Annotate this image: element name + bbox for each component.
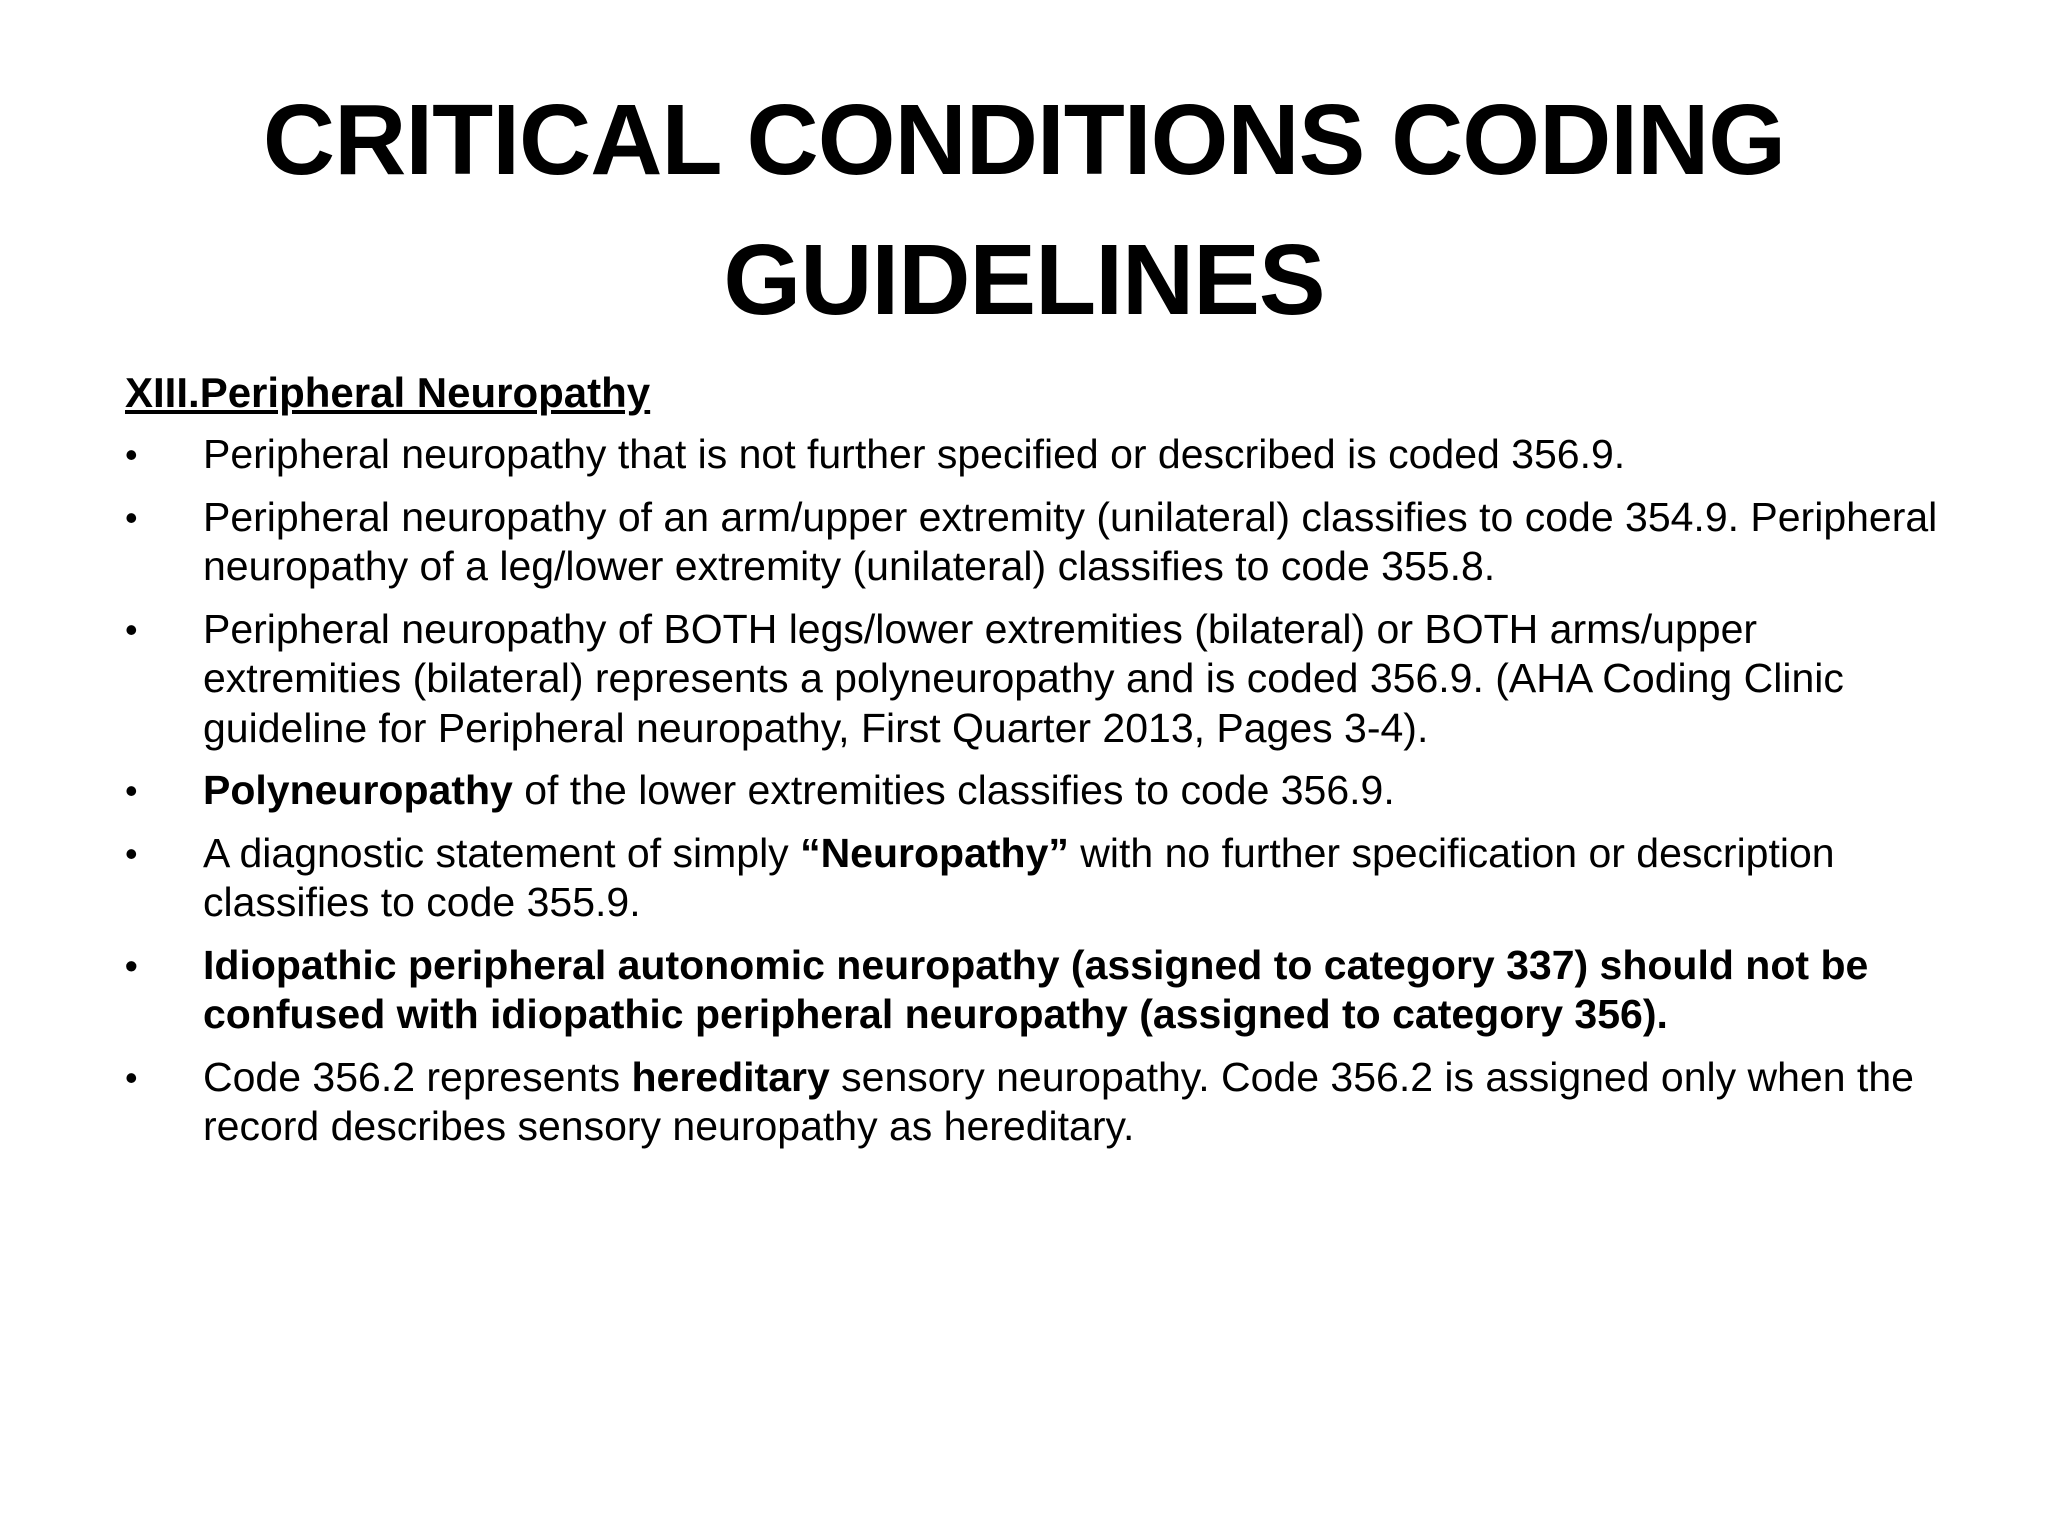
bullet-bold-term: hereditary xyxy=(631,1053,830,1100)
bullet-text: Idiopathic peripheral autonomic neuropathy (assigned to category 337) should not be confused with idiopathic peripheral neuropathy (assigned to category 356). xyxy=(203,941,1869,1037)
bullet-item xyxy=(125,941,1955,1040)
bullet-item xyxy=(125,829,1955,928)
bullet-text: of the lower extremities classifies to code 356.9. xyxy=(512,767,1395,813)
slide-title-line-1: CRITICAL CONDITIONS CODING xyxy=(262,84,1786,196)
bullet-bold-term: Polyneuropathy xyxy=(203,767,513,813)
section-heading: XIII.Peripheral Neuropathy xyxy=(125,369,651,416)
slide-title xyxy=(100,70,1948,350)
bullet-text: Peripheral neuropathy that is not further specified or described is coded 356.9. xyxy=(203,431,1626,477)
bullet-icon: • xyxy=(125,496,138,538)
bullet-item xyxy=(125,766,1955,816)
bullet-text-start: A diagnostic statement of simply xyxy=(203,829,801,876)
bullet-text: with no further specification or description classifies to code 355.9. xyxy=(203,829,1835,925)
bullet-text: sensory neuropathy. Code 356.2 is assigned only when the record describes sensory neuropathy as hereditary. xyxy=(203,1053,1914,1149)
bullet-item xyxy=(125,1053,1955,1152)
bullet-icon: • xyxy=(125,1056,138,1098)
bullet-icon: • xyxy=(125,608,138,650)
bullet-icon: • xyxy=(125,832,138,874)
bullet-icon: • xyxy=(125,770,138,811)
bullet-list xyxy=(125,430,1955,1165)
bullet-item xyxy=(125,430,1955,480)
bullet-bold-term: “Neuropathy” xyxy=(800,829,1069,876)
bullet-text: Peripheral neuropathy of BOTH legs/lower extremities (bilateral) or BOTH arms/upper extremities (bilateral) represents a polyneuropathy and is coded 356.9. (AHA Coding Clinic guideline for Peripheral neuropathy, First Quarter 2013, Pages 3-4). xyxy=(203,605,1844,751)
bullet-icon: • xyxy=(125,434,138,475)
bullet-item xyxy=(125,605,1955,754)
bullet-item xyxy=(125,493,1955,592)
slide-title-line-2: GUIDELINES xyxy=(723,224,1325,336)
bullet-icon: • xyxy=(125,944,138,986)
bullet-text-start: Code 356.2 represents xyxy=(203,1053,632,1100)
bullet-text: Peripheral neuropathy of an arm/upper extremity (unilateral) classifies to code 354.9. Peripheral neuropathy of a leg/lower extremity (unilateral) classifies to code 355.8. xyxy=(203,493,1938,589)
